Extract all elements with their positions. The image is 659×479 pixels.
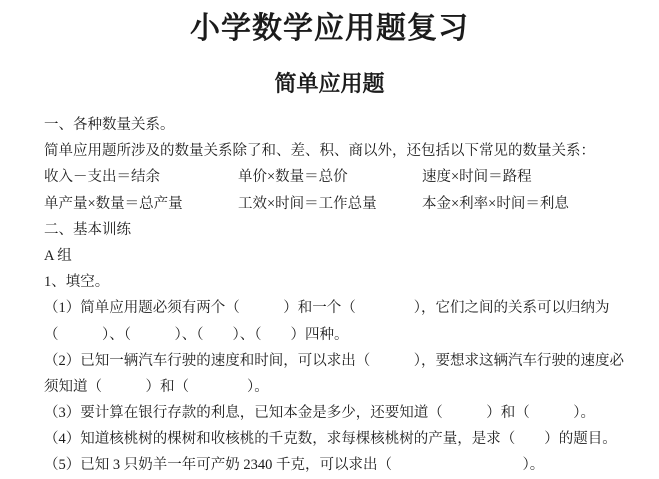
formula-row-2 bbox=[44, 191, 629, 217]
formula-price: 单价×数量＝总价 bbox=[238, 169, 348, 186]
fill-blank-line-2b: 须知道（ ）和（ ）。 bbox=[44, 378, 269, 395]
section2-heading: 二、基本训练 bbox=[44, 221, 131, 238]
fill-blank-line-1b: （ ）、（ ）、（ ）、（ ）四种。 bbox=[44, 326, 349, 343]
page-subtitle: 简单应用题 bbox=[274, 71, 385, 96]
group-label: A 组 bbox=[44, 247, 72, 264]
formula-interest: 本金×利率×时间＝利息 bbox=[422, 195, 569, 212]
formula-distance: 速度×时间＝路程 bbox=[422, 169, 532, 186]
fill-blank-line-2a: （2）已知一辆汽车行驶的速度和时间，可以求出（ ），要想求这辆汽车行驶的速度必 bbox=[44, 352, 624, 369]
fill-blank-line-5: （5）已知 3 只奶羊一年可产奶 2340 千克，可以求出（ ）。 bbox=[44, 457, 545, 474]
formula-row-1 bbox=[44, 164, 629, 190]
fill-blank-line-3: （3）要计算在银行存款的利息，已知本金是多少，还要知道（ ）和（ ）。 bbox=[44, 405, 595, 422]
formula-work: 工效×时间＝工作总量 bbox=[238, 195, 377, 212]
fill-blank-line-1a: （1）简单应用题必须有两个（ ）和一个（ ），它们之间的关系可以归纳为 bbox=[44, 300, 610, 317]
fill-blank-line-4: （4）知道核桃树的棵树和收核桃的千克数，求每棵核桃树的产量，是求（ ）的题目。 bbox=[44, 431, 617, 448]
document-page bbox=[0, 10, 659, 479]
section1-heading: 一、各种数量关系。 bbox=[44, 117, 175, 133]
document-body bbox=[44, 112, 629, 479]
section1-intro: 简单应用题所涉及的数量关系除了和、差、积、商以外，还包括以下常见的数量关系： bbox=[44, 143, 595, 160]
formula-yield: 单产量×数量＝总产量 bbox=[44, 195, 183, 212]
page-title: 小学数学应用题复习 bbox=[190, 12, 469, 45]
formula-income: 收入－支出＝结余 bbox=[44, 169, 160, 186]
exercise-heading: 1、填空。 bbox=[44, 274, 110, 291]
